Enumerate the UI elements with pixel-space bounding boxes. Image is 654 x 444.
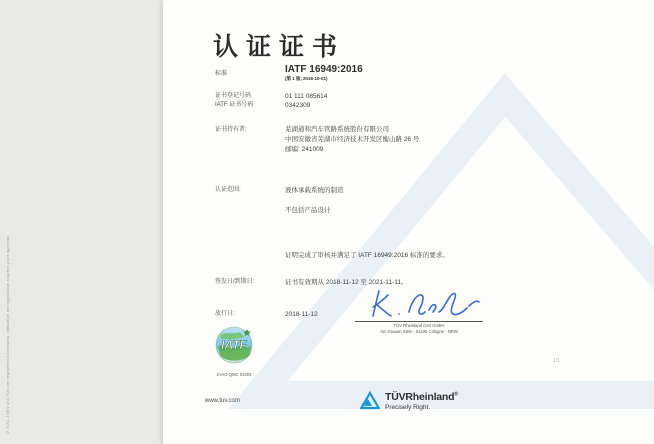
- svg-text:IATF: IATF: [221, 338, 247, 352]
- tuv-website-url: www.tuv.com: [205, 398, 240, 404]
- release-label: 放行日:: [215, 311, 235, 317]
- page-number: 1/1: [553, 358, 560, 364]
- certificate-title: 认证证书: [213, 33, 346, 61]
- iatf-globe-logo: [211, 325, 257, 377]
- iatf-number-value: 0342309: [285, 102, 311, 109]
- certificate-page: [163, 0, 654, 444]
- standard-edition: (第 1 版, 2016-10-01): [285, 76, 328, 81]
- brand-tagline: Precisely Right.: [385, 404, 431, 411]
- signature-handwriting-icon: [363, 288, 481, 320]
- watermark-triangle-icon: [163, 0, 654, 444]
- scope-label: 认证范围:: [215, 187, 241, 193]
- tuv-triangle-icon: [360, 391, 380, 410]
- registration-label: 证书登记号码: [215, 93, 252, 99]
- holder-label: 证书持有者:: [215, 127, 247, 133]
- trademark-side-note: © TÜV, TUEV and TUV are registered trademarks. Utilisation and application requires prior approval.: [5, 235, 10, 435]
- scope-line1: 液体承载系统的制造: [285, 187, 344, 194]
- standard-value: IATF 16949:2016: [285, 64, 363, 75]
- signer-org-address: Am Grauen Stein · 51105 Cologne · NRW: [380, 328, 458, 334]
- brand-wordmark: TÜVRheinland®: [385, 391, 458, 403]
- validity-label: 签发日/到期日:: [215, 279, 255, 285]
- signer-org-name: TÜV Rheinland Cert GmbH: [393, 323, 445, 328]
- tuv-rheinland-logo: [360, 391, 458, 411]
- iatf-scheme-code: 2-IAO-QMC 01003: [216, 372, 252, 377]
- validity-value: 证书有效期从 2018-11-12 至 2021-11-11。: [285, 279, 408, 286]
- signature-divider: [355, 321, 483, 322]
- holder-address: 中国安徽省芜湖市经济技术开发区衡山路 26 号: [285, 136, 420, 143]
- audit-statement: 证明完成了审核并满足了 IATF 16949:2016 标准的要求。: [285, 252, 449, 259]
- iatf-number-label: IATF 证书号码: [215, 102, 254, 108]
- holder-name: 芜湖通和汽车管路系统股份有限公司: [285, 126, 389, 133]
- signer-organization: [355, 323, 483, 334]
- registered-mark: ®: [454, 391, 458, 398]
- registration-value: 01 111 085614: [285, 93, 328, 100]
- release-value: 2018-11-12: [285, 311, 318, 318]
- standard-label: 标准: [215, 71, 228, 77]
- iatf-globe-icon: [214, 325, 254, 365]
- holder-postcode: 邮编: 241009: [285, 146, 324, 153]
- scope-line2: 不包括产品设计: [285, 207, 331, 214]
